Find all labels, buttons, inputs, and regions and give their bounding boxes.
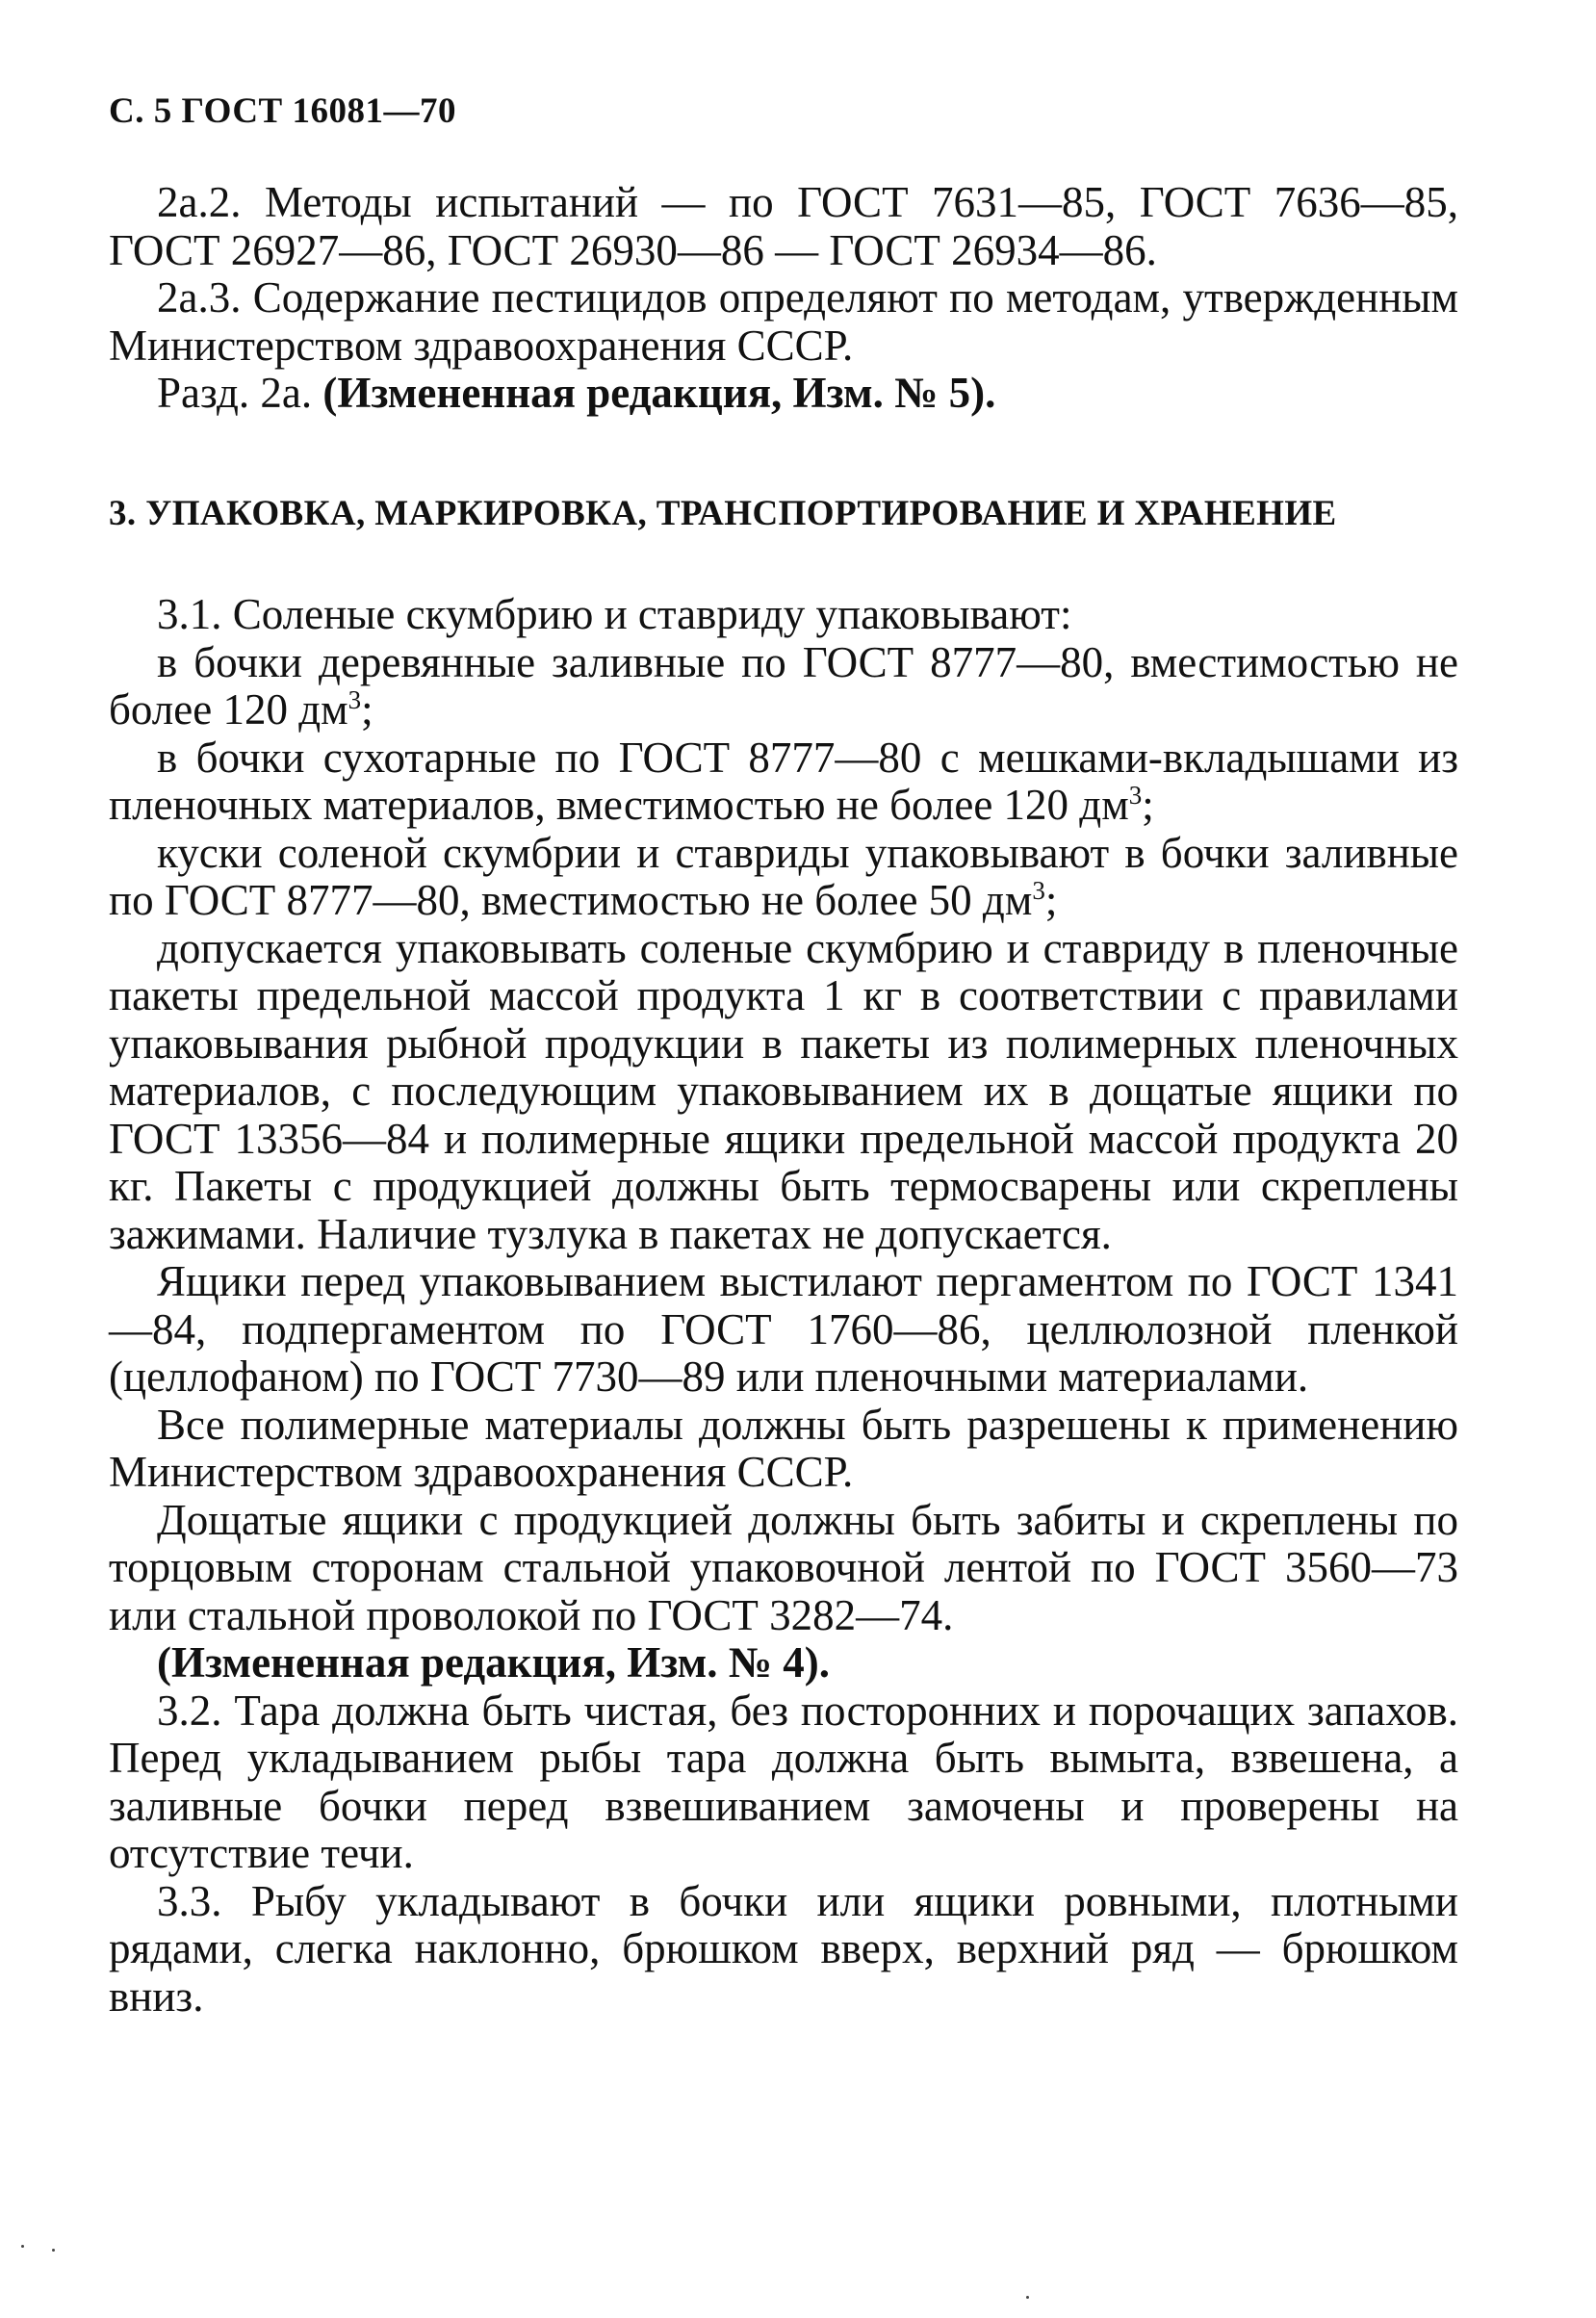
scan-speck [52,2249,55,2252]
paragraph-dry-barrels: в бочки сухотарные по ГОСТ 8777—80 с мешками-вкладышами из пленочных материалов, вместимостью не более 120 $дм^3$; [109,733,1458,829]
amendment-prefix: Разд. 2а. [157,369,313,417]
paragraph-pieces: куски соленой скумбрии и ставриды упаковывают в бочки заливные по ГОСТ 8777—80, вместимостью не более 50 $дм^3$; [109,828,1458,924]
page-header: С. 5 ГОСТ 16081—70 [109,91,456,131]
amendment-bold: (Измененная редакция, Изм. № 5). [322,369,996,417]
scan-speck [1026,2296,1029,2299]
scan-speck [21,2245,24,2248]
section-3-body [109,591,1458,2021]
paragraph-film-packets: допускается упаковывать соленые скумбрию и ставриду в пленочные пакеты предельной массой продукта 1 кг в соответствии с правилами упаковывания рыбной продукции в пакеты из полимерных пленочных материалов, с последующим упаковыванием их в дощатые ящики по ГОСТ 13356—84 и полимерные ящики предельной массой продукта 20 кг. Пакеты с продукцией должны быть термосварены или скреплены зажимами. Наличие тузлука в пакетах не допускается. [109,923,1458,1258]
paragraph-box-lining: Ящики перед упаковыванием выстилают пергаментом по ГОСТ 1341—84, подпергаментом по ГОСТ 1760—86, целлюлозной пленкой (целлофаном) по ГОСТ 7730—89 или пленочными материалами. [109,1257,1458,1401]
paragraph-wooden-barrels: в бочки деревянные заливные по ГОСТ 8777—80, вместимостью не более 120 $дм^3$; [109,637,1458,734]
paragraph-box-fastening: Дощатые ящики с продукцией должны быть забиты и скреплены по торцовым сторонам стальной упаковочной лентой по ГОСТ 3560—73 или стальной проволокой по ГОСТ 3282—74. [109,1495,1458,1639]
paragraph-3-3: 3.3. Рыбу укладывают в бочки или ящики ровными, плотными рядами, слегка наклонно, брюшком вверх, верхний ряд — брюшком вниз. [109,1876,1458,2021]
paragraph-2a2: 2а.2. Методы испытаний — по ГОСТ 7631—85, ГОСТ 7636—85, ГОСТ 26927—86, ГОСТ 26930—86 — ГОСТ 26934—86. [109,178,1458,274]
amendment-note-4: (Измененная редакция, Изм. № 4). [157,1638,831,1687]
amendment-note-2a [109,370,1458,418]
paragraph-2a3: 2а.3. Содержание пестицидов определяют по методам, утвержденным Министерством здравоохранения СССР. [109,273,1458,370]
paragraph-3-2: 3.2. Тара должна быть чистая, без посторонних и порочащих запахов. Перед укладыванием рыбы тара должна быть вымыта, взвешена, а заливные бочки перед взвешиванием замочены и проверены на отсутствие течи. [109,1686,1458,1877]
paragraph-polymer-approval: Все полимерные материалы должны быть разрешены к применению Министерством здравоохранения СССР. [109,1400,1458,1496]
paragraph-3-1: 3.1. Соленые скумбрию и ставриду упаковывают: [157,590,1072,638]
section-3-title: 3. УПАКОВКА, МАРКИРОВКА, ТРАНСПОРТИРОВАНИЕ И ХРАНЕНИЕ [109,494,1337,533]
methods-block [109,179,1458,418]
